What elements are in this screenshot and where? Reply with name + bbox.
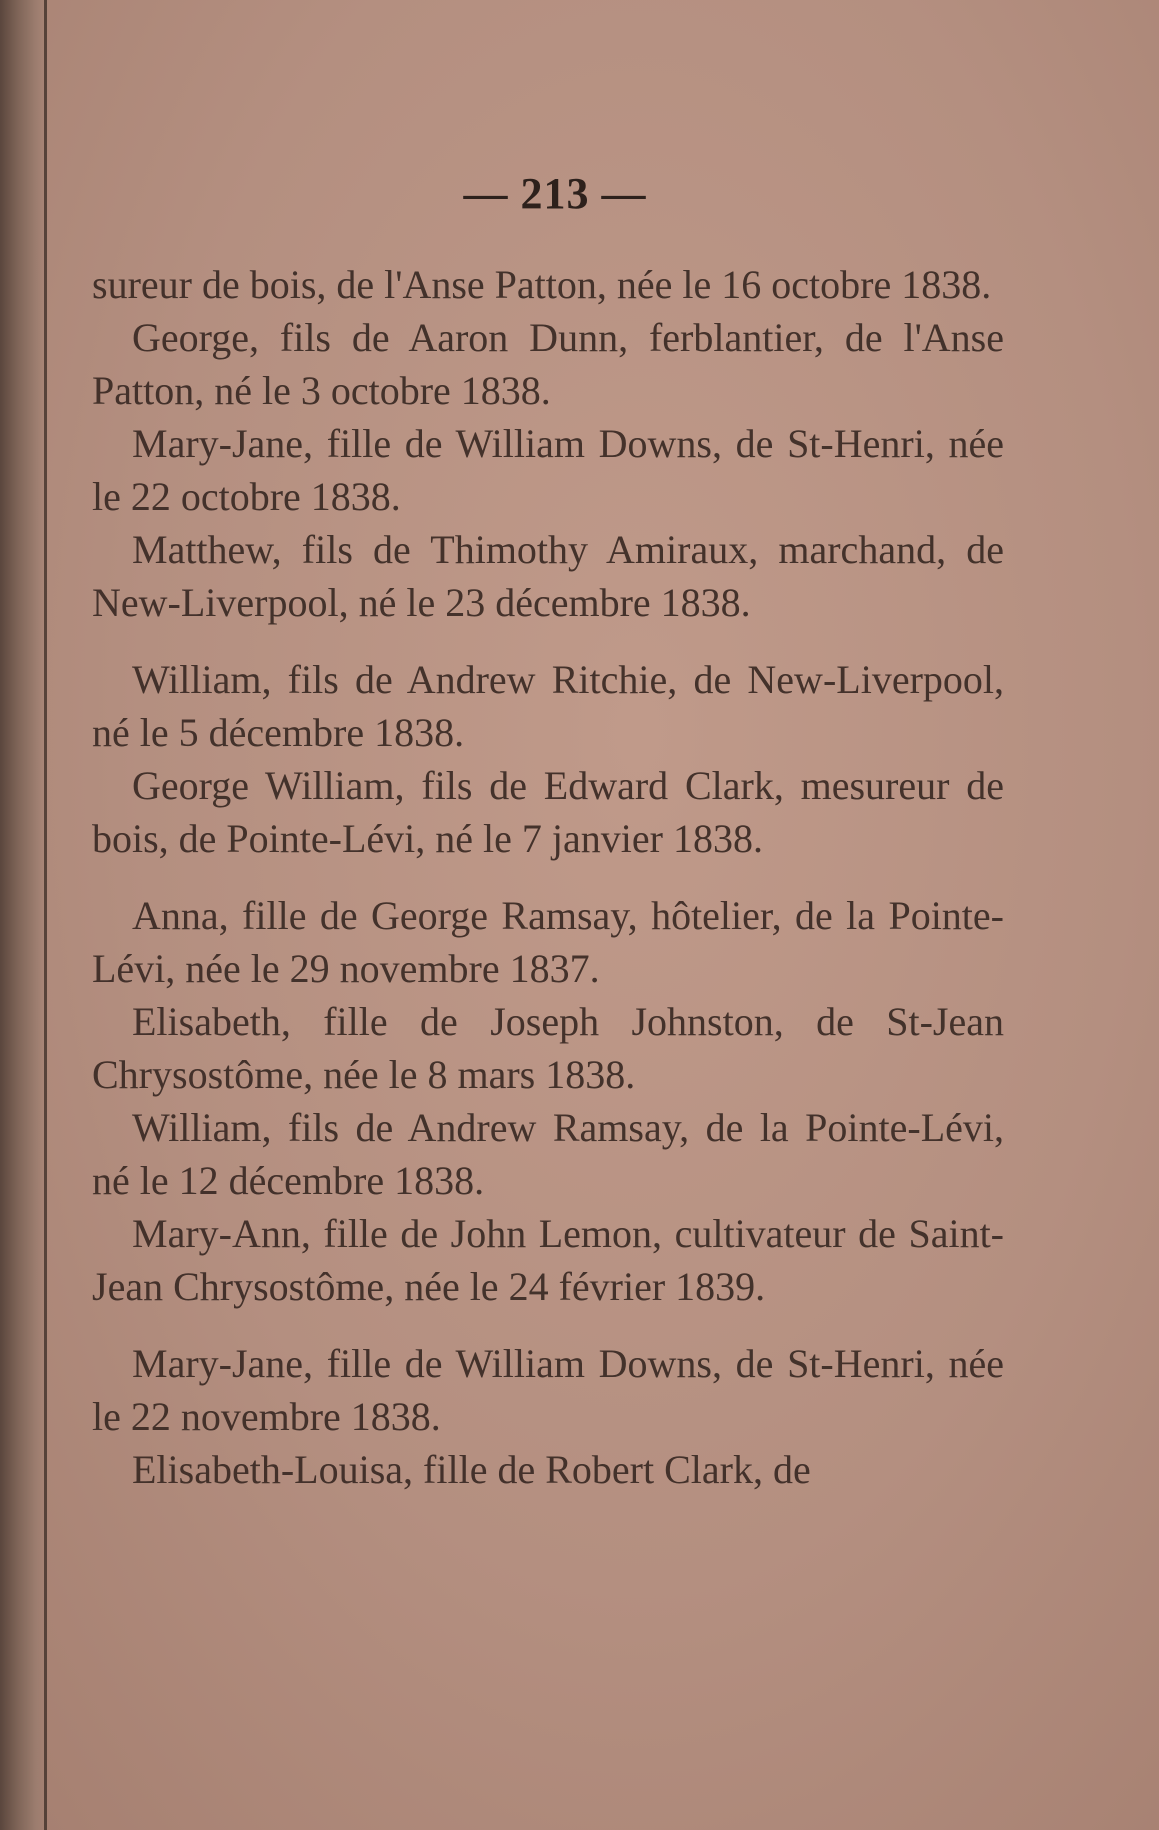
- entry-4: Matthew, fils de Thimothy Amiraux, marchand, de New-Liverpool, né le 23 décembre 1838.: [92, 527, 1004, 625]
- book-spine: [44, 0, 47, 1830]
- entry-2: George, fils de Aaron Dunn, ferblantier, de l'Anse Patton, né le 3 octobre 1838.: [92, 315, 1004, 413]
- entry-7: Anna, fille de George Ramsay, hôtelier, de la Pointe-Lévi, née le 29 novembre 1837.: [92, 893, 1004, 991]
- entry-11: Mary-Jane, fille de William Downs, de St-Henri, née le 22 novembre 1838.: [92, 1341, 1004, 1439]
- entry-10: Mary-Ann, fille de John Lemon, cultivateur de Saint-Jean Chrysostôme, née le 24 février 1839.: [92, 1211, 1004, 1309]
- page-number: — 213 —: [463, 169, 647, 218]
- entry-6: George William, fils de Edward Clark, mesureur de bois, de Pointe-Lévi, né le 7 janvier 1838.: [92, 763, 1004, 861]
- entry-9: William, fils de Andrew Ramsay, de la Pointe-Lévi, né le 12 décembre 1838.: [92, 1105, 1004, 1203]
- entry-12: Elisabeth-Louisa, fille de Robert Clark, de: [132, 1447, 811, 1492]
- entry-8: Elisabeth, fille de Joseph Johnston, de St-Jean Chrysostôme, née le 8 mars 1838.: [92, 999, 1004, 1097]
- register-entries: [92, 258, 1004, 1496]
- book-gutter: [0, 0, 48, 1830]
- entry-5: William, fils de Andrew Ritchie, de New-Liverpool, né le 5 décembre 1838.: [92, 657, 1004, 755]
- entry-1: sureur de bois, de l'Anse Patton, née le 16 octobre 1838.: [92, 262, 992, 307]
- entry-3: Mary-Jane, fille de William Downs, de St-Henri, née le 22 octobre 1838.: [92, 421, 1004, 519]
